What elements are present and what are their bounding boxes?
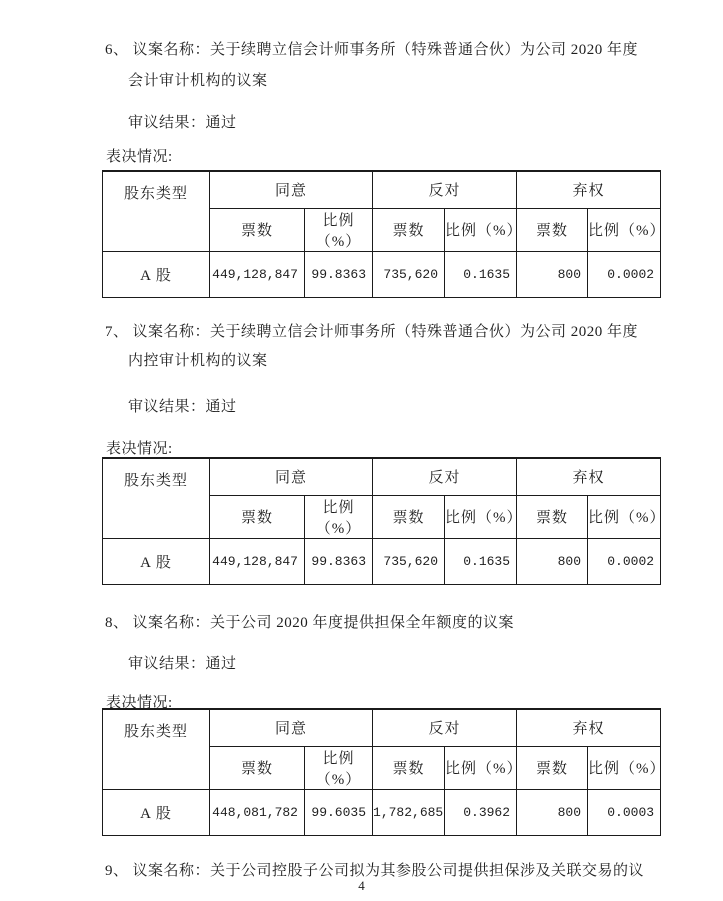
proposal-8-result: 审议结果：通过 xyxy=(128,656,237,672)
cell-agree-votes: 449,128,847 xyxy=(210,251,305,297)
proposal-8-title-line1: 议案名称：关于公司 2020 年度提供担保全年额度的议案 xyxy=(132,615,515,631)
proposal-7-title-line2: 内控审计机构的议案 xyxy=(128,353,268,369)
cell-oppose-votes: 1,782,685 xyxy=(373,789,445,835)
proposal-7-number: 7、 xyxy=(105,324,129,340)
page-number: 4 xyxy=(358,878,365,893)
col-header-abstain-votes: 票数 xyxy=(517,746,588,789)
vote-table-proposal-7 xyxy=(102,457,666,585)
col-header-abstain-votes: 票数 xyxy=(517,495,588,538)
col-header-abstain-ratio: 比例（%） xyxy=(588,208,661,251)
cell-oppose-ratio: 0.1635 xyxy=(445,251,517,297)
col-header-abstain: 弃权 xyxy=(517,709,661,746)
col-header-agree: 同意 xyxy=(210,709,373,746)
proposal-6-result: 审议结果：通过 xyxy=(128,115,237,131)
proposal-8-heading xyxy=(105,615,514,632)
col-header-agree-ratio: 比例（%） xyxy=(305,495,373,538)
proposal-6-title-line1: 议案名称：关于续聘立信会计师事务所（特殊普通合伙）为公司 2020 年度 xyxy=(132,42,639,58)
col-header-agree-ratio: 比例（%） xyxy=(305,746,373,789)
cell-agree-ratio: 99.6035 xyxy=(305,789,373,835)
cell-abstain-ratio: 0.0002 xyxy=(588,538,661,584)
col-header-oppose-ratio: 比例（%） xyxy=(445,495,517,538)
cell-abstain-votes: 800 xyxy=(517,251,588,297)
col-header-oppose-votes: 票数 xyxy=(373,746,445,789)
col-header-agree: 同意 xyxy=(210,458,373,495)
col-header-oppose: 反对 xyxy=(373,709,517,746)
col-header-abstain-ratio: 比例（%） xyxy=(588,746,661,789)
proposal-6-number: 6、 xyxy=(105,42,129,58)
col-header-oppose-votes: 票数 xyxy=(373,208,445,251)
col-header-abstain: 弃权 xyxy=(517,458,661,495)
col-header-abstain-ratio: 比例（%） xyxy=(588,495,661,538)
col-header-oppose-votes: 票数 xyxy=(373,495,445,538)
cell-abstain-ratio: 0.0002 xyxy=(588,251,661,297)
proposal-7-result: 审议结果：通过 xyxy=(128,399,237,415)
col-header-agree-ratio: 比例（%） xyxy=(305,208,373,251)
cell-shareholder-type: A 股 xyxy=(103,538,210,584)
cell-agree-votes: 449,128,847 xyxy=(210,538,305,584)
vote-table-proposal-6 xyxy=(102,170,666,298)
proposal-7-heading xyxy=(105,324,638,341)
col-header-agree-votes: 票数 xyxy=(210,208,305,251)
col-header-shareholder-type: 股东类型 xyxy=(103,458,210,538)
col-header-agree-votes: 票数 xyxy=(210,746,305,789)
proposal-8-number: 8、 xyxy=(105,615,129,631)
proposal-7-title-line1: 议案名称：关于续聘立信会计师事务所（特殊普通合伙）为公司 2020 年度 xyxy=(132,324,639,340)
cell-oppose-ratio: 0.1635 xyxy=(445,538,517,584)
col-header-shareholder-type: 股东类型 xyxy=(103,171,210,251)
col-header-oppose: 反对 xyxy=(373,458,517,495)
cell-oppose-votes: 735,620 xyxy=(373,251,445,297)
cell-abstain-ratio: 0.0003 xyxy=(588,789,661,835)
cell-agree-ratio: 99.8363 xyxy=(305,251,373,297)
col-header-oppose: 反对 xyxy=(373,171,517,208)
col-header-agree: 同意 xyxy=(210,171,373,208)
proposal-6-vote-status-label: 表决情况: xyxy=(106,149,173,165)
cell-agree-votes: 448,081,782 xyxy=(210,789,305,835)
col-header-oppose-ratio: 比例（%） xyxy=(445,208,517,251)
vote-table-proposal-8 xyxy=(102,708,666,836)
cell-agree-ratio: 99.8363 xyxy=(305,538,373,584)
col-header-abstain-votes: 票数 xyxy=(517,208,588,251)
col-header-abstain: 弃权 xyxy=(517,171,661,208)
table-row xyxy=(103,251,661,297)
col-header-shareholder-type: 股东类型 xyxy=(103,709,210,789)
proposal-7-vote-status-label: 表决情况: xyxy=(106,441,173,457)
col-header-agree-votes: 票数 xyxy=(210,495,305,538)
cell-shareholder-type: A 股 xyxy=(103,251,210,297)
table-row xyxy=(103,789,661,835)
proposal-9-number: 9、 xyxy=(105,863,129,879)
cell-abstain-votes: 800 xyxy=(517,789,588,835)
proposal-9-title-line1: 议案名称：关于公司控股子公司拟为其参股公司提供担保涉及关联交易的议 xyxy=(132,863,645,879)
proposal-6-title-line2: 会计审计机构的议案 xyxy=(128,73,268,89)
table-row xyxy=(103,538,661,584)
cell-shareholder-type: A 股 xyxy=(103,789,210,835)
proposal-6-heading xyxy=(105,42,638,59)
col-header-oppose-ratio: 比例（%） xyxy=(445,746,517,789)
cell-oppose-ratio: 0.3962 xyxy=(445,789,517,835)
cell-oppose-votes: 735,620 xyxy=(373,538,445,584)
proposal-8-vote-status-label: 表决情况: xyxy=(106,695,173,711)
cell-abstain-votes: 800 xyxy=(517,538,588,584)
